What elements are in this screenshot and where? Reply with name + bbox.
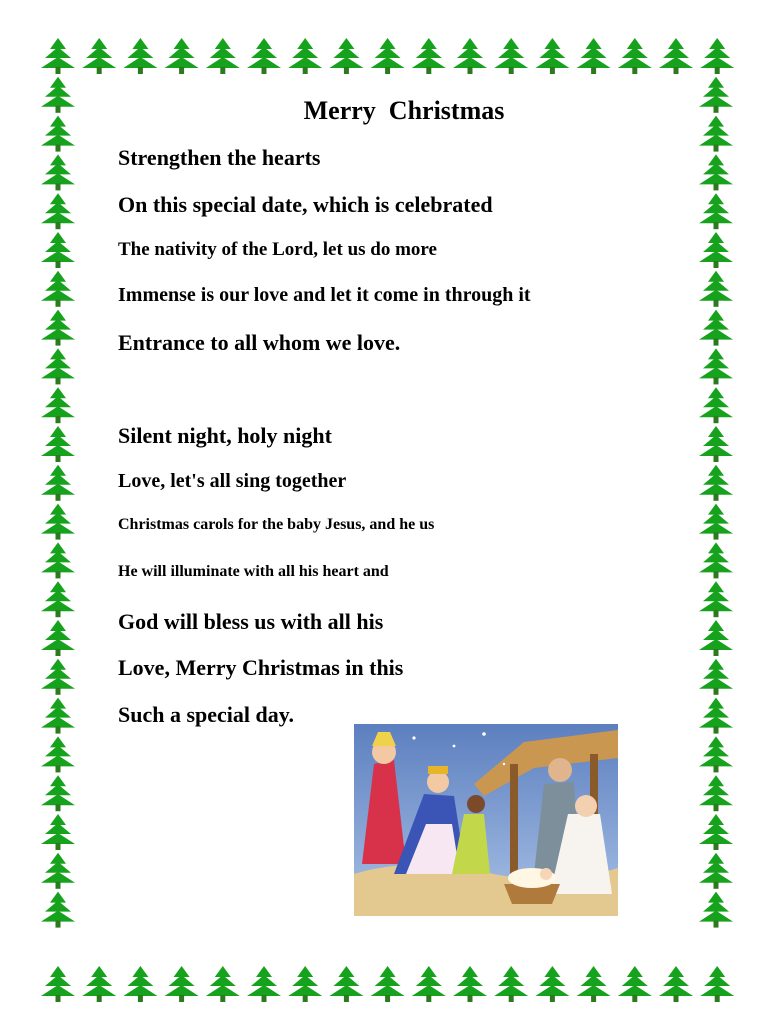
tree-icon	[699, 581, 733, 617]
tree-icon	[41, 154, 75, 190]
tree-icon	[699, 892, 733, 928]
tree-icon	[41, 892, 75, 928]
tree-icon	[41, 581, 75, 617]
tree-icon	[699, 271, 733, 307]
tree-icon	[165, 38, 199, 74]
tree-icon	[699, 853, 733, 889]
tree-icon	[41, 387, 75, 423]
tree-icon	[41, 853, 75, 889]
poem-line: Immense is our love and let it come in through it	[118, 284, 531, 306]
tree-icon	[699, 542, 733, 578]
tree-icon	[41, 38, 75, 74]
tree-icon	[412, 966, 446, 1002]
poem-line: The nativity of the Lord, let us do more	[118, 239, 437, 260]
tree-icon	[618, 966, 652, 1002]
tree-icon	[618, 38, 652, 74]
tree-icon	[206, 966, 240, 1002]
tree-icon	[41, 232, 75, 268]
tree-icon	[41, 193, 75, 229]
tree-icon	[82, 966, 116, 1002]
tree-icon	[699, 154, 733, 190]
tree-icon	[699, 387, 733, 423]
tree-icon	[371, 966, 405, 1002]
tree-icon	[41, 426, 75, 462]
tree-icon	[577, 966, 611, 1002]
tree-icon	[165, 966, 199, 1002]
tree-icon	[577, 38, 611, 74]
tree-icon	[699, 465, 733, 501]
tree-icon	[41, 542, 75, 578]
tree-icon	[41, 271, 75, 307]
tree-icon	[123, 966, 157, 1002]
tree-icon	[535, 966, 569, 1002]
tree-icon	[699, 659, 733, 695]
tree-icon	[699, 736, 733, 772]
tree-icon	[494, 966, 528, 1002]
tree-icon	[699, 193, 733, 229]
tree-icon	[699, 310, 733, 346]
tree-icon	[699, 814, 733, 850]
tree-icon	[329, 966, 363, 1002]
tree-icon	[41, 348, 75, 384]
tree-icon	[494, 38, 528, 74]
tree-icon	[41, 775, 75, 811]
tree-icon	[453, 966, 487, 1002]
tree-icon	[699, 348, 733, 384]
tree-icon	[659, 966, 693, 1002]
tree-icon	[659, 38, 693, 74]
tree-icon	[206, 38, 240, 74]
tree-icon	[41, 310, 75, 346]
poem-line: He will illuminate with all his heart and	[118, 563, 389, 580]
poem-line: Love, Merry Christmas in this	[118, 655, 404, 680]
tree-icon	[453, 38, 487, 74]
poem-line: God will bless us with all his	[118, 609, 384, 634]
tree-icon	[329, 38, 363, 74]
tree-icon	[699, 775, 733, 811]
tree-icon	[699, 426, 733, 462]
page-title: Merry Christmas	[303, 96, 505, 125]
poem-line: Christmas carols for the baby Jesus, and he us	[118, 516, 435, 533]
tree-icon	[699, 620, 733, 656]
tree-icon	[699, 232, 733, 268]
tree-icon	[41, 814, 75, 850]
tree-icon	[700, 966, 734, 1002]
tree-icon	[41, 504, 75, 540]
tree-icon	[699, 504, 733, 540]
tree-icon	[247, 38, 281, 74]
nativity-scene-illustration	[354, 724, 618, 916]
tree-icon	[699, 698, 733, 734]
tree-icon	[535, 38, 569, 74]
tree-icon	[41, 966, 75, 1002]
tree-icon	[288, 38, 322, 74]
poem-line: Strengthen the hearts	[118, 145, 321, 170]
tree-icon	[123, 38, 157, 74]
poem-line: Such a special day.	[118, 702, 295, 727]
poem-line: Entrance to all whom we love.	[118, 330, 401, 355]
poem-line: Love, let's all sing together	[118, 470, 347, 492]
tree-icon	[288, 966, 322, 1002]
tree-icon	[41, 698, 75, 734]
tree-icon	[371, 38, 405, 74]
poem-line: On this special date, which is celebrated	[118, 192, 493, 217]
tree-icon	[41, 465, 75, 501]
tree-icon	[82, 38, 116, 74]
tree-icon	[412, 38, 446, 74]
tree-icon	[41, 620, 75, 656]
tree-icon	[41, 736, 75, 772]
tree-icon	[247, 966, 281, 1002]
poem-line: Silent night, holy night	[118, 423, 332, 448]
tree-icon	[41, 659, 75, 695]
tree-icon	[700, 38, 734, 74]
